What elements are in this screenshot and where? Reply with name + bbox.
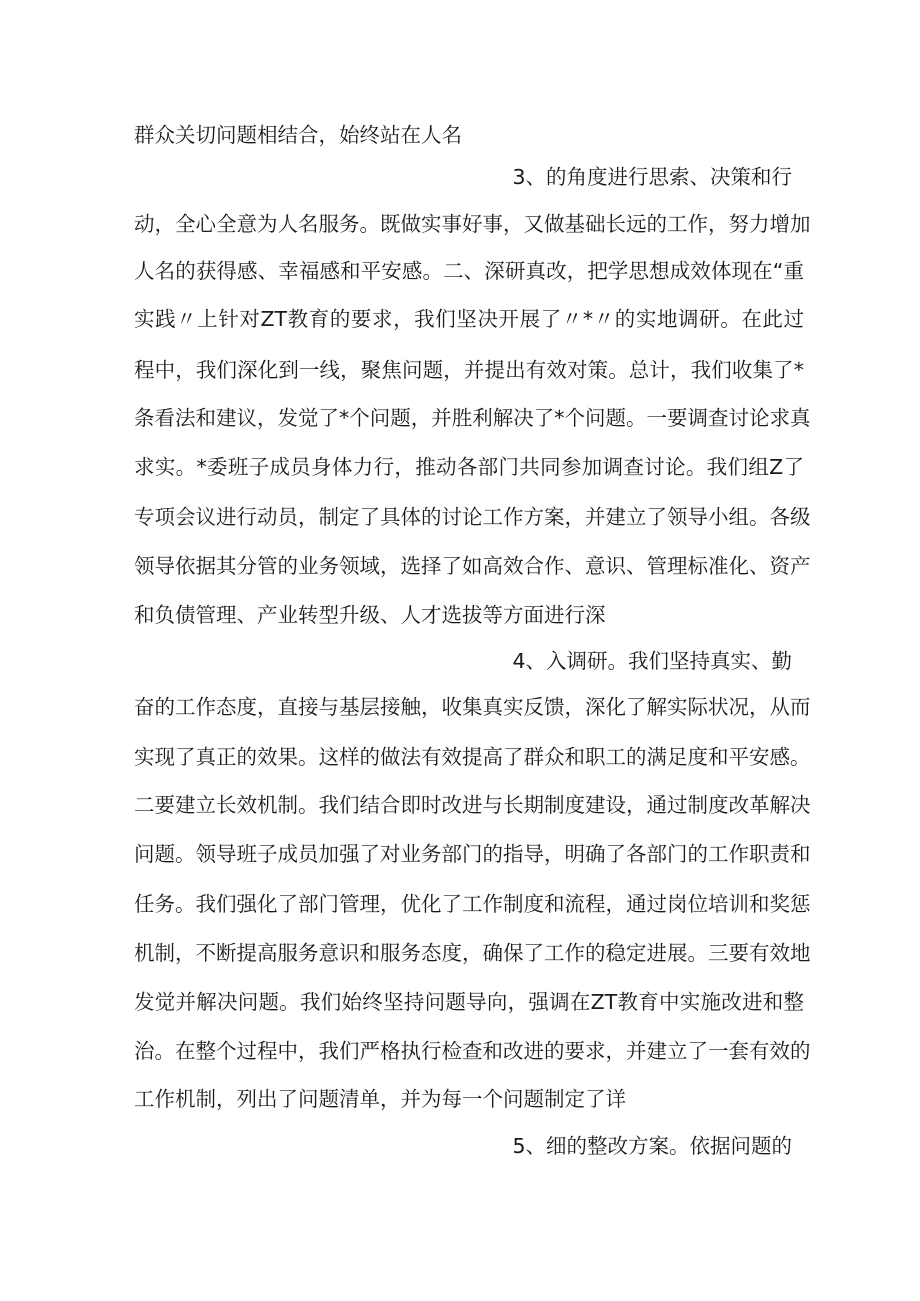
text-line: 二要建立长效机制。我们结合即时改进与长期制度建设，通过制度改革解决 <box>134 793 811 817</box>
text-line: 实践〃上针对ZT教育的要求，我们坚决开展了〃*〃的实地调研。在此过 <box>134 307 804 331</box>
section-heading-5: 5、细的整改方案。依据问题的 <box>512 1134 792 1158</box>
section-heading-3: 3、的角度进行思索、决策和行 <box>512 165 792 189</box>
text-line: 实现了真正的效果。这样的做法有效提高了群众和职工的满足度和平安感。 <box>134 745 811 769</box>
text-line: 领导依据其分管的业务领域，选择了如高效合作、意识、管理标准化、资产 <box>134 554 811 578</box>
text-line: 发觉并解决问题。我们始终坚持问题导向，强调在ZT教育中实施改进和整 <box>134 990 804 1014</box>
text-line: 工作机制，列出了问题清单，并为每一个问题制定了详 <box>134 1087 626 1111</box>
text-line: 条看法和建议，发觉了*个问题，并胜利解决了*个问题。一要调查讨论求真 <box>134 406 811 430</box>
text-line: 群众关切问题相结合，始终站在人名 <box>134 123 462 147</box>
text-line: 人名的获得感、幸福感和平安感。二、深研真改，把学思想成效体现在“重 <box>134 259 804 283</box>
section-heading-4: 4、入调研。我们坚持真实、勤 <box>512 649 792 673</box>
text-line: 治。在整个过程中，我们严格执行检查和改进的要求，并建立了一套有效的 <box>134 1039 811 1063</box>
text-line: 求实。*委班子成员身体力行，推动各部门共同参加调查讨论。我们组Z了 <box>134 455 804 479</box>
text-line: 和负债管理、产业转型升级、人才选拔等方面进行深 <box>134 603 606 627</box>
text-line: 奋的工作态度，直接与基层接触，收集真实反馈，深化了解实际状况，从而 <box>134 695 811 719</box>
text-line: 动，全心全意为人名服务。既做实事好事，又做基础长远的工作，努力增加 <box>134 212 811 236</box>
text-line: 程中，我们深化到一线，聚焦问题，并提出有效对策。总计，我们收集了* <box>134 358 804 382</box>
text-line: 问题。领导班子成员加强了对业务部门的指导，明确了各部门的工作职责和 <box>134 842 811 866</box>
text-line: 任务。我们强化了部门管理，优化了工作制度和流程，通过岗位培训和奖惩 <box>134 892 811 916</box>
text-line: 机制，不断提高服务意识和服务态度，确保了工作的稳定进展。三要有效地 <box>134 941 811 965</box>
text-line: 专项会议进行动员，制定了具体的讨论工作方案，并建立了领导小组。各级 <box>134 505 811 529</box>
